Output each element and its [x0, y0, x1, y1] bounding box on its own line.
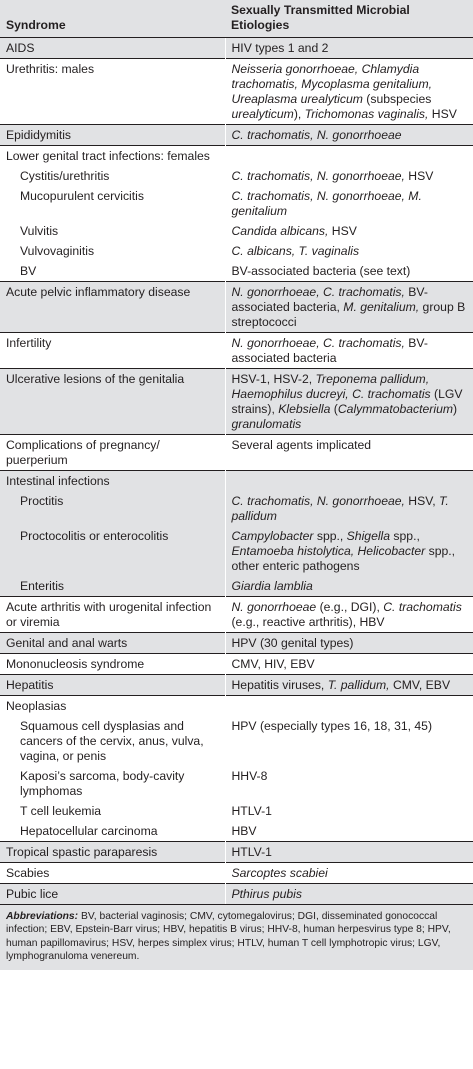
- etiologies-cell: [225, 597, 473, 633]
- table-row: [0, 166, 473, 186]
- organism-name: C. trachomatis, N. gonorrhoeae,: [231, 493, 405, 508]
- table-row: [0, 369, 473, 435]
- syndrome-cell: Enteritis: [0, 576, 225, 597]
- syndrome-cell: Complications of pregnancy/ puerperium: [0, 435, 225, 471]
- table-row: [0, 435, 473, 471]
- organism-name: M. genitalium,: [343, 299, 420, 314]
- organism-name: N. gonorrhoeae, C. trachomatis,: [231, 335, 405, 350]
- organism-name: C. trachomatis, N. gonorrhoeae, M. genitalium: [231, 188, 422, 218]
- etiology-text: HSV: [404, 168, 434, 183]
- syndrome-cell: Mucopurulent cervicitis: [0, 186, 225, 221]
- table-row: [0, 696, 473, 717]
- syndrome-cell: BV: [0, 261, 225, 282]
- table-row: [0, 863, 473, 884]
- etiology-text: spp., other enteric pathogens: [231, 543, 456, 573]
- table-row: [0, 597, 473, 633]
- syndrome-cell: Vulvitis: [0, 221, 225, 241]
- table-body: [0, 38, 473, 905]
- organism-name: C. trachomatis, N. gonorrhoeae: [231, 127, 402, 142]
- table-row: [0, 333, 473, 369]
- syndrome-cell: Acute pelvic inflammatory disease: [0, 282, 225, 333]
- etiologies-cell: [225, 842, 473, 863]
- etiologies-cell: [225, 241, 473, 261]
- etiology-text: (LGV strains),: [231, 386, 463, 416]
- etiologies-cell: [225, 675, 473, 696]
- etiologies-cell: [225, 654, 473, 675]
- table-row: [0, 801, 473, 821]
- etiologies-cell: [225, 282, 473, 333]
- etiology-text: group B streptococci: [231, 299, 466, 329]
- etiologies-cell: [225, 166, 473, 186]
- etiologies-cell: [225, 633, 473, 654]
- table-row: [0, 471, 473, 492]
- etiologies-cell: [225, 491, 473, 526]
- organism-name: T. pallidum: [231, 493, 449, 523]
- organism-name: Calymmatobacterium: [337, 401, 453, 416]
- etiology-text: CMV, EBV: [389, 677, 451, 692]
- organism-name: C. albicans, T. vaginalis: [231, 243, 360, 258]
- etiologies-cell: [225, 369, 473, 435]
- etiology-text: HIV types 1 and 2: [231, 40, 329, 55]
- etiology-text: HSV-1, HSV-2,: [231, 371, 316, 386]
- etiology-text: (e.g., reactive arthritis), HBV: [231, 614, 385, 629]
- syndrome-cell: T cell leukemia: [0, 801, 225, 821]
- table-row: [0, 675, 473, 696]
- table-row: [0, 821, 473, 842]
- etiology-text: (e.g., DGI),: [316, 599, 384, 614]
- etiologies-cell: [225, 576, 473, 597]
- etiology-text: (: [330, 401, 338, 416]
- etiology-text: ): [453, 401, 458, 416]
- organism-name: C. trachomatis: [383, 599, 462, 614]
- etiologies-cell: [225, 261, 473, 282]
- etiology-text: BV-associated bacteria: [231, 335, 428, 365]
- syndrome-cell: Hepatitis: [0, 675, 225, 696]
- table-row: [0, 884, 473, 905]
- table-header-row: [0, 0, 473, 38]
- table-row: [0, 842, 473, 863]
- table-row: [0, 125, 473, 146]
- etiologies-cell: [225, 863, 473, 884]
- organism-name: Shigella: [346, 528, 391, 543]
- etiologies-cell: [225, 59, 473, 125]
- organism-name: N. gonorrhoeae: [231, 599, 317, 614]
- organism-name: urealyticum: [231, 106, 294, 121]
- table-row: [0, 241, 473, 261]
- syndrome-cell: Cystitis/urethritis: [0, 166, 225, 186]
- table-row: [0, 186, 473, 221]
- table-row: [0, 261, 473, 282]
- syndrome-cell: Mononucleosis syndrome: [0, 654, 225, 675]
- etiology-text: HSV: [328, 223, 357, 238]
- organism-name: Neisseria gonorrhoeae, Chlamydia trachomatis, Mycoplasma genitalium, Ureaplasma urealyticum: [231, 61, 432, 106]
- table-row: [0, 38, 473, 59]
- table-row: [0, 282, 473, 333]
- organism-name: Entamoeba histolytica, Helicobacter: [231, 543, 426, 558]
- etiology-text: spp.,: [390, 528, 420, 543]
- footnote-label: Abbreviations:: [6, 911, 79, 922]
- etiology-text: HSV: [428, 106, 457, 121]
- etiology-text: Hepatitis viruses,: [231, 677, 328, 692]
- syndrome-cell: Proctocolitis or enterocolitis: [0, 526, 225, 576]
- etiology-text: (subspecies: [362, 91, 432, 106]
- etiologies-cell: [225, 186, 473, 221]
- etiologies-cell: [225, 696, 473, 717]
- etiology-text: BV-associated bacteria (see text): [231, 263, 411, 278]
- table-row: [0, 716, 473, 766]
- organism-name: Treponema pallidum, Haemophilus ducreyi, C. trachomatis: [231, 371, 431, 401]
- syndrome-cell: Tropical spastic paraparesis: [0, 842, 225, 863]
- etiology-text: HTLV-1: [231, 844, 272, 859]
- header-syndrome: Syndrome: [0, 0, 225, 38]
- etiologies-cell: [225, 821, 473, 842]
- table-row: [0, 59, 473, 125]
- table-row: [0, 766, 473, 801]
- etiology-text: HTLV-1: [231, 803, 272, 818]
- etiology-text: HHV-8: [231, 768, 268, 783]
- etiologies-cell: [225, 884, 473, 905]
- table-row: [0, 654, 473, 675]
- organism-name: Campylobacter: [231, 528, 314, 543]
- organism-name: N. gonorrhoeae, C. trachomatis,: [231, 284, 405, 299]
- etiologies-cell: [225, 146, 473, 167]
- abbreviations-footnote: [0, 904, 473, 970]
- organism-name: Sarcoptes scabiei: [231, 865, 328, 880]
- syndrome-cell: Pubic lice: [0, 884, 225, 905]
- syndrome-cell: AIDS: [0, 38, 225, 59]
- syndrome-cell: Neoplasias: [0, 696, 225, 717]
- organism-name: Pthirus pubis: [231, 886, 302, 901]
- syndrome-cell: Vulvovaginitis: [0, 241, 225, 261]
- etiologies-cell: [225, 221, 473, 241]
- etiologies-cell: [225, 125, 473, 146]
- footnote-text: BV, bacterial vaginosis; CMV, cytomegalovirus; DGI, disseminated gonococcal infection; EBV, Epstein-Barr virus; HBV, hepatitis B virus; HHV-8, human herpesvirus type 8; HPV, human papillomavirus; HSV, herpes simplex virus; HTLV, human T cell lymphotropic virus; LGV, lymphogranuloma venereum.: [6, 911, 451, 963]
- table-row: [0, 633, 473, 654]
- etiologies-cell: [225, 716, 473, 766]
- syndrome-cell: Intestinal infections: [0, 471, 225, 492]
- syndrome-cell: Ulcerative lesions of the genitalia: [0, 369, 225, 435]
- etiology-text: HPV (30 genital types): [231, 635, 354, 650]
- etiology-text: BV-associated bacteria,: [231, 284, 428, 314]
- syndrome-cell: Lower genital tract infections: females: [0, 146, 225, 167]
- table-row: [0, 491, 473, 526]
- syndrome-cell: Epididymitis: [0, 125, 225, 146]
- etiology-text: HBV: [231, 823, 257, 838]
- etiologies-cell: [225, 333, 473, 369]
- etiology-text: CMV, HIV, EBV: [231, 656, 315, 671]
- syndrome-cell: Hepatocellular carcinoma: [0, 821, 225, 842]
- etiologies-cell: [225, 526, 473, 576]
- syndrome-cell: Infertility: [0, 333, 225, 369]
- organism-name: Klebsiella: [278, 401, 331, 416]
- etiologies-cell: [225, 801, 473, 821]
- etiology-text: ),: [293, 106, 305, 121]
- table-row: [0, 146, 473, 167]
- etiology-text: Several agents implicated: [231, 437, 372, 452]
- syndrome-cell: Squamous cell dysplasias and cancers of the cervix, anus, vulva, vagina, or penis: [0, 716, 225, 766]
- organism-name: T. pallidum,: [327, 677, 390, 692]
- organism-name: Trichomonas vaginalis,: [304, 106, 429, 121]
- table-row: [0, 221, 473, 241]
- organism-name: granulomatis: [231, 416, 302, 431]
- etiology-text: HPV (especially types 16, 18, 31, 45): [231, 718, 433, 733]
- syndrome-cell: Acute arthritis with urogenital infection or viremia: [0, 597, 225, 633]
- syndrome-cell: Kaposi’s sarcoma, body-cavity lymphomas: [0, 766, 225, 801]
- organism-name: Candida albicans,: [231, 223, 329, 238]
- syndrome-cell: Proctitis: [0, 491, 225, 526]
- etiologies-cell: [225, 435, 473, 471]
- table-row: [0, 526, 473, 576]
- table-row: [0, 576, 473, 597]
- syndrome-cell: Scabies: [0, 863, 225, 884]
- header-etiologies: Sexually Transmitted Microbial Etiologies: [225, 0, 473, 38]
- etiology-text: spp.,: [313, 528, 347, 543]
- syndrome-cell: Genital and anal warts: [0, 633, 225, 654]
- etiology-text: HSV,: [404, 493, 440, 508]
- organism-name: Giardia lamblia: [231, 578, 313, 593]
- etiologies-cell: [225, 471, 473, 492]
- syndrome-cell: Urethritis: males: [0, 59, 225, 125]
- organism-name: C. trachomatis, N. gonorrhoeae,: [231, 168, 405, 183]
- etiologies-cell: [225, 38, 473, 59]
- etiologies-cell: [225, 766, 473, 801]
